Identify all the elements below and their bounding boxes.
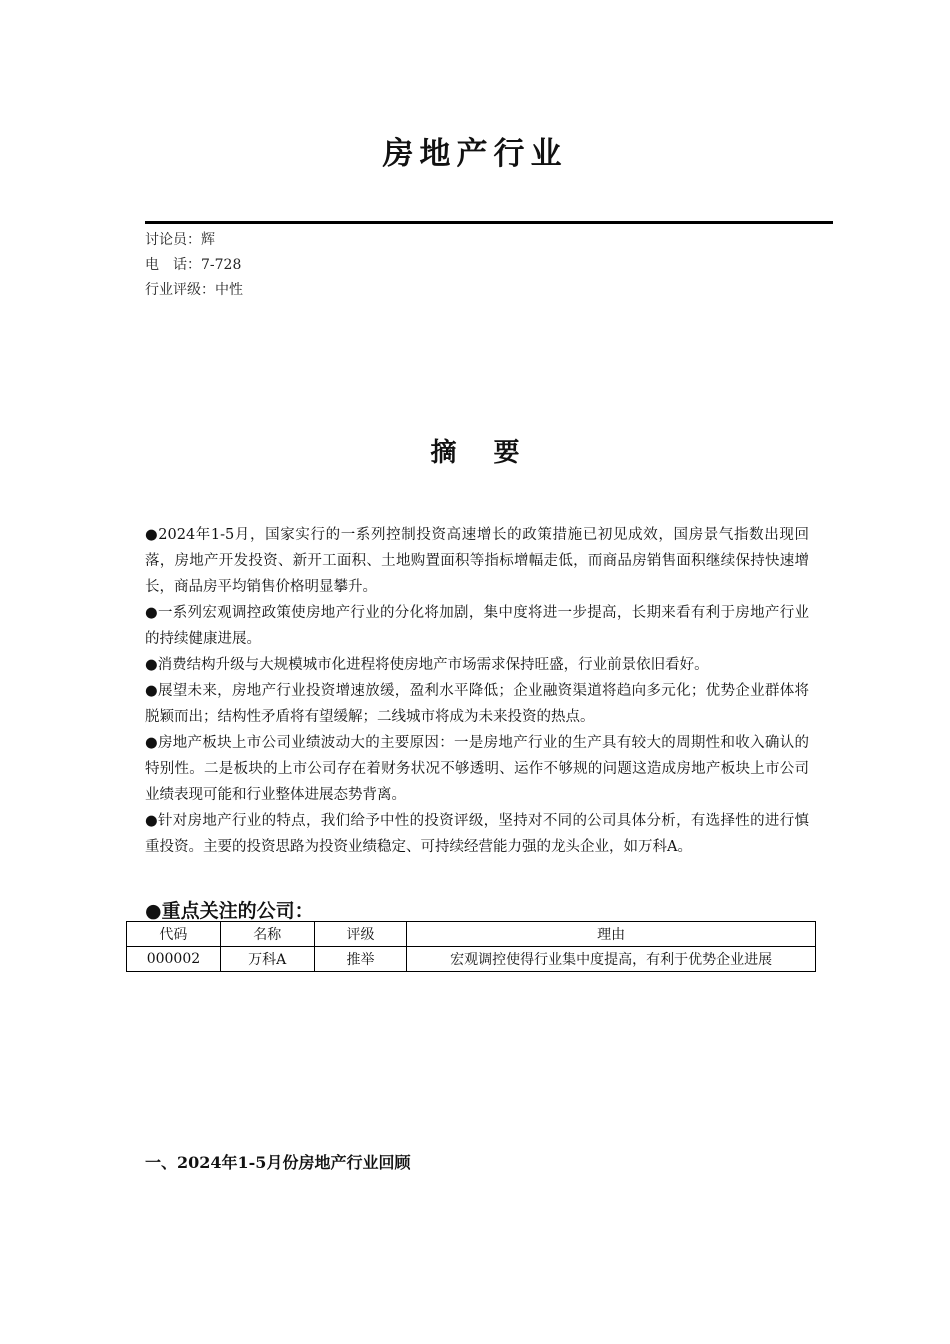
cell-rating: 推举 — [314, 947, 407, 972]
abstract-paragraph: ●2024年1-5月，国家实行的一系列控制投资高速增长的政策措施已初见成效，国房景气指数出现回落，房地产开发投资、新开工面积、土地购置面积等指标增幅走低，而商品房销售面积继续保持快速增长，商品房平均销售价格明显攀升。 — [145, 527, 809, 595]
cell-reason: 宏观调控使得行业集中度提高，有利于优势企业进展 — [407, 947, 816, 972]
industry-rating: 行业评级：中性 — [145, 282, 243, 298]
phone-value: 7-728 — [201, 257, 242, 273]
document-title: 房地产行业 — [382, 136, 568, 172]
abstract-paragraph: ●消费结构升级与大规模城市化进程将使房地产市场需求保持旺盛，行业前景依旧看好。 — [145, 657, 709, 673]
column-header-rating: 评级 — [314, 922, 407, 947]
abstract-paragraph: ●针对房地产行业的特点，我们给予中性的投资评级，坚持对不同的公司具体分析，有选择性的进行慎重投资。主要的投资思路为投资业绩稳定、可持续经营能力强的龙头企业，如万科A。 — [145, 813, 809, 855]
table-header-row — [127, 922, 816, 947]
section-heading: 一、2024年1-5月份房地产行业回顾 — [145, 1153, 411, 1172]
abstract-paragraph: ●展望未来，房地产行业投资增速放缓，盈利水平降低；企业融资渠道将趋向多元化；优势企业群体将脱颖而出；结构性矛盾将有望缓解；二线城市将成为未来投资的热点。 — [145, 683, 809, 725]
column-header-name: 名称 — [220, 922, 314, 947]
header-divider — [145, 221, 833, 224]
column-header-reason: 理由 — [407, 922, 816, 947]
focus-companies-table — [126, 921, 816, 972]
abstract-body — [145, 522, 809, 860]
abstract-paragraph: ●房地产板块上市公司业绩波动大的主要原因：一是房地产行业的生产具有较大的周期性和收入确认的特别性。二是板块的上市公司存在着财务状况不够透明、运作不够规的问题这造成房地产板块上市公司业绩表现可能和行业整体进展态势背离。 — [145, 735, 809, 803]
focus-companies-heading: ●重点关注的公司： — [145, 900, 314, 922]
column-header-code: 代码 — [127, 922, 221, 947]
phone-label: 电 话： — [145, 257, 201, 273]
analyst-info — [145, 228, 243, 303]
phone-line — [145, 253, 243, 278]
cell-code: 000002 — [127, 947, 221, 972]
abstract-title: 摘 要 — [430, 438, 520, 468]
cell-name: 万科A — [220, 947, 314, 972]
table-row — [127, 947, 816, 972]
analyst-name: 讨论员：辉 — [145, 232, 215, 248]
abstract-paragraph: ●一系列宏观调控政策使房地产行业的分化将加剧，集中度将进一步提高，长期来看有利于房地产行业的持续健康进展。 — [145, 605, 809, 647]
